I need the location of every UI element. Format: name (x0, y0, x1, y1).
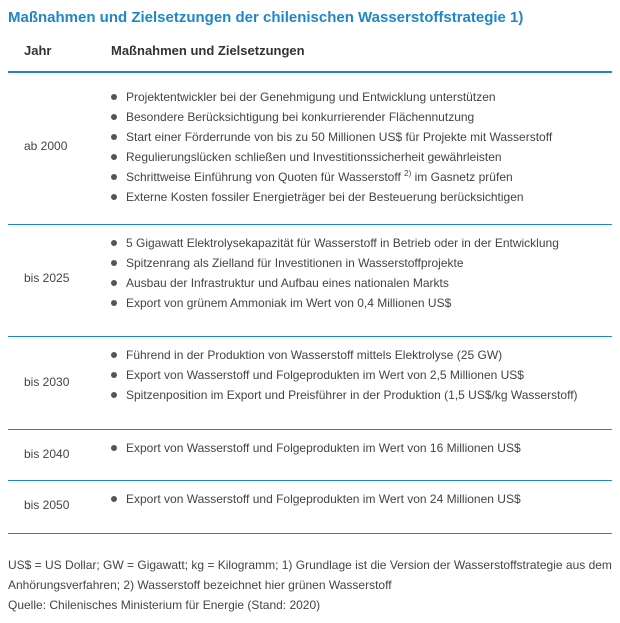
bullet-icon (111, 445, 117, 451)
measures-list (110, 438, 521, 458)
table-row (8, 337, 612, 430)
bullet-icon (111, 154, 117, 160)
table-row (8, 481, 612, 534)
measures-list (110, 87, 552, 207)
table-row (8, 73, 612, 225)
bullet-icon (111, 392, 117, 398)
list-item: Start einer Förderrunde von bis zu 50 Millionen US$ für Projekte mit Wasserstoff (110, 127, 552, 147)
list-item: Regulierungslücken schließen und Investitionssicherheit gewährleisten (110, 147, 552, 167)
bullet-icon (111, 114, 117, 120)
bullet-icon (111, 352, 117, 358)
bullet-icon (111, 174, 117, 180)
row-year: bis 2025 (24, 271, 70, 285)
measures-list (110, 489, 521, 509)
list-item: Export von Wasserstoff und Folgeprodukten im Wert von 2,5 Millionen US$ (110, 365, 578, 385)
bullet-icon (111, 240, 117, 246)
list-item: Export von Wasserstoff und Folgeprodukten im Wert von 16 Millionen US$ (110, 438, 521, 458)
row-year: ab 2000 (24, 139, 68, 153)
row-year: bis 2030 (24, 375, 70, 389)
header-year: Jahr (24, 43, 52, 58)
bullet-icon (111, 496, 117, 502)
bullet-icon (111, 94, 117, 100)
header-measures: Maßnahmen und Zielsetzungen (111, 43, 305, 58)
measures-list (110, 233, 559, 313)
bullet-icon (111, 300, 117, 306)
bullet-icon (111, 280, 117, 286)
list-item: Schrittweise Einführung von Quoten für Wasserstoff $^{2)}$ im Gasnetz prüfen (110, 167, 552, 187)
list-item: Export von Wasserstoff und Folgeprodukten im Wert von 24 Millionen US$ (110, 489, 521, 509)
list-item: Ausbau der Infrastruktur und Aufbau eines nationalen Markts (110, 273, 559, 293)
row-year: bis 2040 (24, 447, 70, 461)
list-item: Export von grünem Ammoniak im Wert von 0,4 Millionen US$ (110, 293, 559, 313)
bullet-icon (111, 194, 117, 200)
table-row (8, 430, 612, 481)
bullet-icon (111, 372, 117, 378)
list-item: Externe Kosten fossiler Energieträger bei der Besteuerung berücksichtigen (110, 187, 552, 207)
list-item: Besondere Berücksichtigung bei konkurrierender Flächennutzung (110, 107, 552, 127)
list-item: 5 Gigawatt Elektrolysekapazität für Wasserstoff in Betrieb oder in der Entwicklung (110, 233, 559, 253)
list-item: Spitzenposition im Export und Preisführer in der Produktion (1,5 US$/kg Wasserstoff) (110, 385, 578, 405)
bullet-icon (111, 260, 117, 266)
bullet-icon (111, 134, 117, 140)
footnote-ref: 2) (404, 169, 412, 178)
row-year: bis 2050 (24, 498, 70, 512)
footnote: US$ = US Dollar; GW = Gigawatt; kg = Kilogramm; 1) Grundlage ist die Version der Wasserstoffstrategie aus dem Anhörungsverfahren; 2) Wasserstoff bezeichnet hier grünen Wasserstoff (8, 558, 612, 592)
list-item: Projektentwickler bei der Genehmigung und Entwicklung unterstützen (110, 87, 552, 107)
page-title: Maßnahmen und Zielsetzungen der chilenischen Wasserstoffstrategie 1) (8, 9, 524, 26)
measures-list (110, 345, 578, 405)
table-header (8, 37, 612, 73)
source-note: Quelle: Chilenisches Ministerium für Energie (Stand: 2020) (8, 598, 321, 612)
list-item: Spitzenrang als Zielland für Investitionen in Wasserstoffprojekte (110, 253, 559, 273)
list-item: Führend in der Produktion von Wasserstoff mittels Elektrolyse (25 GW) (110, 345, 578, 365)
strategy-table (8, 37, 612, 534)
table-row (8, 225, 612, 337)
